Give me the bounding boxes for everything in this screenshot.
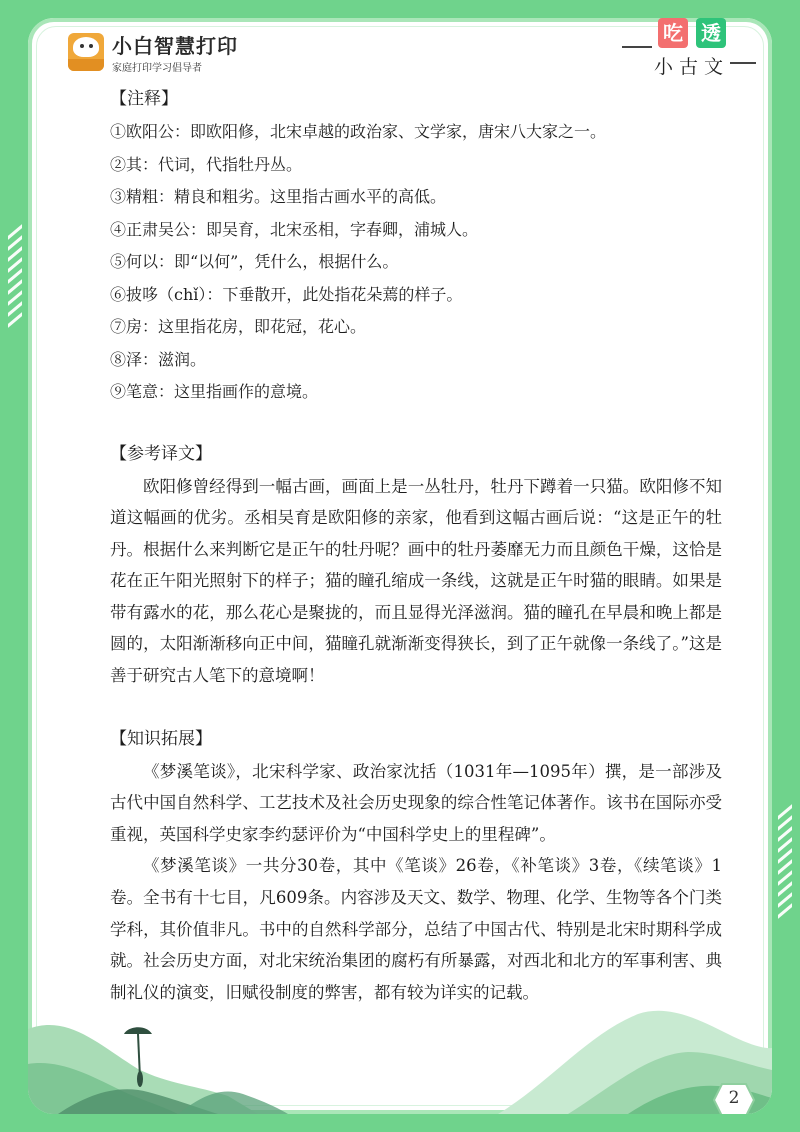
note-item: ⑨笔意：这里指画作的意境。 [110, 382, 319, 401]
note-item: ②其：代词，代指牡丹丛。 [110, 154, 303, 174]
knowledge-paragraph: 《梦溪笔谈》，北宋科学家、政治家沈括（1031年—1095年）撰，是一部涉及古代中国自然科学、工艺技术及社会历史现象的综合性笔记体著作。该书在国际亦受重视，英国科学史家李约瑟评价为“中国科学史上的里程碑”。 [110, 761, 722, 844]
note-item: ①欧阳公：即欧阳修，北宋卓越的政治家、文学家，唐宋八大家之一。 [110, 122, 607, 141]
page-number-badge [712, 1082, 756, 1114]
series-badge [618, 18, 758, 78]
badge-char-1: 吃 [658, 18, 688, 48]
document-content [110, 82, 722, 1008]
knowledge-heading: 【知识拓展】 [110, 728, 212, 749]
translation-paragraph: 欧阳修曾经得到一幅古画，画面上是一丛牡丹，牡丹下蹲着一只猫。欧阳修不知道这幅画的优劣。丞相吴育是欧阳修的亲家，他看到这幅古画后说：“这是正午的牡丹。根据什么来判断它是正午的牡丹呢？画中的牡丹萎靡无力而且颜色干燥，这恰是花在正午阳光照射下的样子；猫的瞳孔缩成一条线，这就是正午时猫的眼睛。如果是带有露水的花，那么花心是聚拢的，而且显得光泽滋润。猫的瞳孔在早晨和晚上都是圆的，太阳渐渐移向正中间，猫瞳孔就渐渐变得狭长，到了正午就像一条线了。”这是善于研究古人笔下的意境啊！ [110, 476, 722, 686]
note-item: ④正肃吴公：即吴育，北宋丞相，字春卿，浦城人。 [110, 219, 479, 239]
badge-subtitle: 小古文 [654, 56, 730, 78]
note-item: ⑦房：这里指花房，即花冠，花心。 [110, 317, 367, 336]
left-stripes-decoration [8, 230, 22, 329]
notes-heading: 【注释】 [110, 89, 178, 109]
notes-list [110, 116, 722, 409]
page-number: 2 [728, 1088, 740, 1108]
brand-logo [68, 30, 238, 74]
right-stripes-decoration [778, 810, 792, 920]
translation-heading: 【参考译文】 [110, 443, 212, 464]
badge-line-right [730, 62, 756, 64]
note-item: ⑧泽：滋润。 [110, 349, 207, 369]
badge-char-2: 透 [696, 18, 726, 48]
note-item: ⑥披哆（chǐ）：下垂散开，此处指花朵蔫的样子。 [110, 284, 463, 304]
brand-mascot-icon [68, 33, 104, 71]
brand-name: 小白智慧打印 [112, 34, 238, 58]
badge-line-left [622, 46, 652, 48]
knowledge-paragraph: 《梦溪笔谈》一共分30卷，其中《笔谈》26卷，《补笔谈》3卷，《续笔谈》1卷。全书有十七目，凡609条。内容涉及天文、数学、物理、化学、生物等各个门类学科，其价值非凡。书中的自然科学部分，总结了中国古代、特别是北宋时期科学成就。社会历史方面，对北宋统治集团的腐朽有所暴露，对西北和北方的军事利害、典制礼仪的演变，旧赋役制度的弊害，都有较为详实的记载。 [110, 856, 722, 1002]
note-item: ③精粗：精良和粗劣。这里指古画水平的高低。 [110, 187, 447, 206]
brand-slogan: 家庭打印学习倡导者 [112, 63, 202, 74]
note-item: ⑤何以：即“以何”，凭什么，根据什么。 [110, 252, 399, 271]
